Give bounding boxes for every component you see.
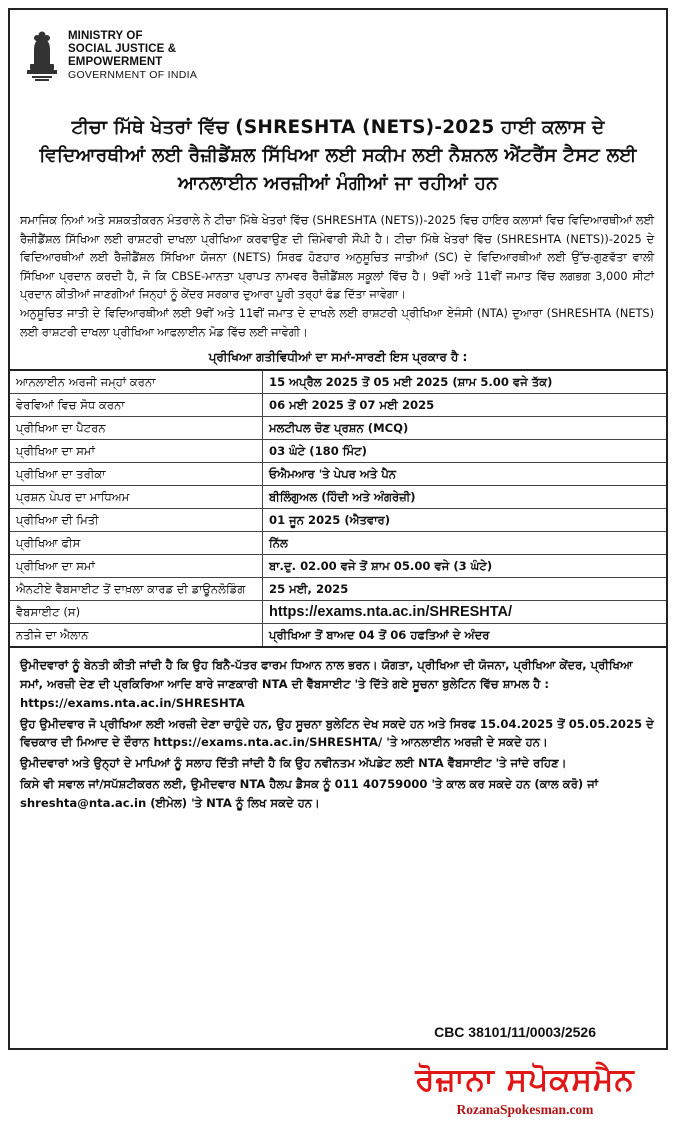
government-line: GOVERNMENT OF INDIA bbox=[68, 69, 198, 81]
ministry-line: SOCIAL JUSTICE & bbox=[68, 43, 177, 55]
note-paragraph: ਕਿਸੇ ਵੀ ਸਵਾਲ ਜਾਂ/ਸਪੱਸ਼ਟੀਕਰਨ ਲਈ, ਉਮੀਦਵਾਰ NTA ਹੈਲਪ ਡੈਸਕ ਨੂੰ 011 40759000 'ਤੇ ਕਾਲ ਕਰ ਸਕਦੇ ਹਨ (ਕਾਲ ਕਰੋ) ਜਾਂ shreshta@nta.ac.in (ਈਮੇਲ) 'ਤੇ NTA ਨੂੰ ਲਿਖ ਸਕਦੇ ਹਨ। bbox=[20, 776, 599, 810]
schedule-row bbox=[10, 601, 666, 624]
schedule-title: ਪ੍ਰੀਖਿਆ ਗਤੀਵਿਧੀਆਂ ਦਾ ਸਮਾਂ-ਸਾਰਣੀ ਇਸ ਪ੍ਰਕਾਰ ਹੈ : bbox=[208, 350, 468, 365]
schedule-label: ਪ੍ਰੀਖਿਆ ਦਾ ਪੈਟਰਨ bbox=[10, 417, 263, 440]
schedule-row bbox=[10, 417, 666, 440]
schedule-label: ਪ੍ਰੀਖਿਆ ਦਾ ਸਮਾਂ bbox=[10, 440, 263, 463]
schedule-table bbox=[10, 369, 666, 648]
schedule-label: ਨਤੀਜੇ ਦਾ ਐਲਾਨ bbox=[10, 624, 263, 648]
schedule-row bbox=[10, 394, 666, 417]
schedule-value: ਬਾ.ਦੁ. 02.00 ਵਜੇ ਤੋਂ ਸ਼ਾਮ 05.00 ਵਜੇ (3 ਘੰਟੇ) bbox=[263, 555, 667, 578]
schedule-value: 25 ਮਈ, 2025 bbox=[263, 578, 667, 601]
ministry-line: MINISTRY OF bbox=[68, 30, 143, 42]
schedule-row bbox=[10, 440, 666, 463]
schedule-row bbox=[10, 370, 666, 394]
schedule-row bbox=[10, 509, 666, 532]
schedule-value: 06 ਮਈ 2025 ਤੋਂ 07 ਮਈ 2025 bbox=[263, 394, 667, 417]
schedule-label: ਵੈਬਸਾਈਟ (ਸ) bbox=[10, 601, 263, 624]
schedule-value: ਪ੍ਰੀਖਿਆ ਤੋਂ ਬਾਅਦ 04 ਤੋਂ 06 ਹਫਤਿਆਂ ਦੇ ਅੰਦਰ bbox=[263, 624, 667, 648]
schedule-label: ਪ੍ਰੀਖਿਆ ਦਾ ਸਮਾਂ bbox=[10, 555, 263, 578]
schedule-label: ਪ੍ਰੀਖਿਆ ਦੀ ਮਿਤੀ bbox=[10, 509, 263, 532]
cbc-code: CBC 38101/11/0003/2526 bbox=[434, 1024, 596, 1040]
brand-logo: ਰੋਜ਼ਾਨਾ ਸਪੋਕਸਮੈਨ bbox=[415, 1062, 635, 1098]
ministry-line: EMPOWERMENT bbox=[68, 56, 163, 68]
schedule-row bbox=[10, 624, 666, 648]
advertisement-notice bbox=[8, 8, 668, 1050]
schedule-row bbox=[10, 486, 666, 509]
schedule-value: 15 ਅਪ੍ਰੈਲ 2025 ਤੋਂ 05 ਮਈ 2025 (ਸ਼ਾਮ 5.00 ਵਜੇ ਤੱਕ) bbox=[263, 370, 667, 394]
schedule-value: ਨਿੱਲ bbox=[263, 532, 667, 555]
note-paragraph: ਉਮੀਦਵਾਰਾਂ ਅਤੇ ਉਨ੍ਹਾਂ ਦੇ ਮਾਪਿਆਂ ਨੂੰ ਸਲਾਹ ਦਿੱਤੀ ਜਾਂਦੀ ਹੈ ਕਿ ਉਹ ਨਵੀਨਤਮ ਅੱਪਡੇਟ ਲਈ NTA ਵੈੱਬਸਾਈਟ 'ਤੇ ਜਾਂਦੇ ਰਹਿਣ। bbox=[20, 756, 567, 771]
intro-paragraph: ਸਮਾਜਿਕ ਨਿਆਂ ਅਤੇ ਸਸ਼ਕਤੀਕਰਨ ਮੰਤਰਾਲੇ ਨੇ ਟੀਚਾ ਮਿੱਥੇ ਖੇਤਰਾਂ ਵਿੱਚ (SHRESHTA (NETS))-2025 ਵਿਚ ਹਾਇਰ ਕਲਾਸਾਂ ਵਿਚ ਵਿਦਿਆਰਥੀਆਂ ਲਈ ਰੈਜ਼ੀਡੈਂਸ਼ਲ ਸਿੱਖਿਆ ਲਈ ਰਾਸ਼ਟਰੀ ਦਾਖਲਾ ਪ੍ਰੀਖਿਆ ਕਰਵਾਉਣ ਦੀ ਜ਼ਿੰਮੇਵਾਰੀ ਸੌਂਪੀ ਹੈ। ਟੀਚਾ ਮਿੱਥੇ ਖੇਤਰਾਂ ਵਿੱਚ (SHRESHTA (NETS))-2025 ਦੇ ਵਿਦਿਆਰਥੀਆਂ ਲਈ ਰੈਜ਼ੀਡੈਂਸ਼ਲ ਸਿੱਖਿਆ ਯੋਜਨਾ (NETS) ਸਿਰਫ ਹੋਣਹਾਰ ਅਨੁਸੂਚਿਤ ਜਾਤੀਆਂ (SC) ਦੇ ਵਿਦਿਆਰਥੀਆਂ ਲਈ ਉੱਚ-ਗੁਣਵੱਤਾ ਵਾਲੀ ਸਿੱਖਿਆ ਪ੍ਰਦਾਨ ਕਰਦੀ ਹੈ, ਜੋ ਕਿ CBSE-ਮਾਨਤਾ ਪ੍ਰਾਪਤ ਨਾਮਵਰ ਰੈਜ਼ੀਡੈਂਸ਼ਲ ਸਕੂਲਾਂ ਵਿੱਚ ਹੈ। 9ਵੀਂ ਅਤੇ 11ਵੀਂ ਜਮਾਤ ਵਿੱਚ ਲਗਭਗ 3,000 ਸੀਟਾਂ ਪ੍ਰਦਾਨ ਕੀਤੀਆਂ ਜਾਣਗੀਆਂ ਜਿਨ੍ਹਾਂ ਨੂੰ ਕੇਂਦਰ ਸਰਕਾਰ ਦੁਆਰਾ ਪੂਰੀ ਤਰ੍ਹਾਂ ਫੰਡ ਦਿੱਤਾ ਜਾਵੇਗਾ। bbox=[20, 214, 654, 302]
schedule-row bbox=[10, 532, 666, 555]
schedule-label: ਵੇਰਵਿਆਂ ਵਿਚ ਸੋਧ ਕਰਨਾ bbox=[10, 394, 263, 417]
schedule-row bbox=[10, 555, 666, 578]
schedule-value: ਓਐਮਆਰ 'ਤੇ ਪੇਪਰ ਅਤੇ ਪੈਨ bbox=[263, 463, 667, 486]
schedule-value: 01 ਜੂਨ 2025 (ਐਤਵਾਰ) bbox=[263, 509, 667, 532]
note-paragraph: ਉਹ ਉਮੀਦਵਾਰ ਜੋ ਪ੍ਰੀਖਿਆ ਲਈ ਅਰਜ਼ੀ ਦੇਣਾ ਚਾਹੁੰਦੇ ਹਨ, ਉਹ ਸੂਚਨਾ ਬੁਲੇਟਿਨ ਦੇਖ ਸਕਦੇ ਹਨ ਅਤੇ ਸਿਰਫ 15.04.2025 ਤੋਂ 05.05.2025 ਦੇ ਵਿਚਕਾਰ ਦੀ ਮਿਆਦ ਦੇ ਦੌਰਾਨ https://exams.nta.ac.in/SHRESHTA/ 'ਤੇ ਆਨਲਾਈਨ ਅਰਜ਼ੀ ਦੇ ਸਕਦੇ ਹਨ। bbox=[20, 716, 654, 750]
intro-paragraph: ਅਨੁਸੂਚਿਤ ਜਾਤੀ ਦੇ ਵਿਦਿਆਰਥੀਆਂ ਲਈ 9ਵੀਂ ਅਤੇ 11ਵੀਂ ਜਮਾਤ ਦੇ ਦਾਖਲੇ ਲਈ ਰਾਸ਼ਟਰੀ ਪ੍ਰੀਖਿਆ ਏਜੰਸੀ (NTA) ਦੁਆਰਾ (SHRESHTA (NETS) ਲਈ ਰਾਸ਼ਟਰੀ ਦਾਖਲਾ ਪ੍ਰੀਖਿਆ ਆਫਲਾਈਨ ਮੋਡ ਵਿੱਚ ਲਈ ਜਾਵੇਗੀ। bbox=[20, 306, 654, 339]
schedule-label: ਪ੍ਰੀਖਿਆ ਦਾ ਤਰੀਕਾ bbox=[10, 463, 263, 486]
notice-title: ਟੀਚਾ ਮਿੱਥੇ ਖੇਤਰਾਂ ਵਿੱਚ (SHRESHTA (NETS)-2025 ਹਾਈ ਕਲਾਸ ਦੇ ਵਿਦਿਆਰਥੀਆਂ ਲਈ ਰੈਜ਼ੀਡੈਂਸ਼ਲ ਸਿੱਖਿਆ ਲਈ ਸਕੀਮ ਲਈ ਨੈਸ਼ਨਲ ਐਂਟਰੈਂਸ ਟੈਸਟ ਲਈ ਆਨਲਾਈਨ ਅਰਜ਼ੀਆਂ ਮੰਗੀਆਂ ਜਾ ਰਹੀਆਂ ਹਨ bbox=[39, 117, 637, 194]
schedule-value: ਮਲਟੀਪਲ ਚੋਣ ਪ੍ਰਸ਼ਨ (MCQ) bbox=[263, 417, 667, 440]
schedule-value: ਬੀਲਿੰਗੁਅਲ (ਹਿੰਦੀ ਅਤੇ ਅੰਗਰੇਜ਼ੀ) bbox=[263, 486, 667, 509]
national-emblem-icon bbox=[24, 28, 60, 84]
schedule-label: ਪ੍ਰੀਖਿਆ ਫੀਸ bbox=[10, 532, 263, 555]
schedule-label: ਪ੍ਰਸ਼ਨ ਪੇਪਰ ਦਾ ਮਾਧਿਅਮ bbox=[10, 486, 263, 509]
notes-section bbox=[20, 656, 654, 812]
ministry-header bbox=[10, 10, 666, 88]
brand-url[interactable]: RozanaSpokesman.com bbox=[456, 1102, 594, 1117]
ministry-name bbox=[68, 30, 197, 82]
schedule-row bbox=[10, 463, 666, 486]
schedule-website-link[interactable]: https://exams.nta.ac.in/SHRESHTA/ bbox=[263, 601, 667, 624]
note-paragraph: ਉਮੀਦਵਾਰਾਂ ਨੂੰ ਬੇਨਤੀ ਕੀਤੀ ਜਾਂਦੀ ਹੈ ਕਿ ਉਹ ਬਿਨੈ-ਪੱਤਰ ਫਾਰਮ ਧਿਆਨ ਨਾਲ ਭਰਨ। ਯੋਗਤਾ, ਪ੍ਰੀਖਿਆ ਦੀ ਯੋਜਨਾ, ਪ੍ਰੀਖਿਆ ਕੇਂਦਰ, ਪ੍ਰੀਖਿਆ ਸਮਾਂ, ਅਰਜ਼ੀ ਦੇਣ ਦੀ ਪ੍ਰਕਿਰਿਆ ਆਦਿ ਬਾਰੇ ਜਾਣਕਾਰੀ NTA ਦੀ ਵੈੱਬਸਾਈਟ 'ਤੇ ਦਿੱਤੇ ਗਏ ਸੂਚਨਾ ਬੁਲੇਟਿਨ ਵਿੱਚ ਸ਼ਾਮਲ ਹੈ : https://exams.nta.ac.in/SHRESHTA bbox=[20, 658, 633, 710]
intro-text bbox=[20, 212, 654, 342]
schedule-label: ਐਨਟੀਏ ਵੈਬਸਾਈਟ ਤੋਂ ਦਾਖ਼ਲਾ ਕਾਰਡ ਦੀ ਡਾਊਨਲੋਡਿੰਗ bbox=[10, 578, 263, 601]
schedule-row bbox=[10, 578, 666, 601]
newspaper-brand bbox=[380, 1058, 670, 1118]
schedule-value: 03 ਘੰਟੇ (180 ਮਿੰਟ) bbox=[263, 440, 667, 463]
schedule-label: ਆਨਲਾਈਨ ਅਰਜੀ ਜਮ੍ਹਾਂ ਕਰਨਾ bbox=[10, 370, 263, 394]
